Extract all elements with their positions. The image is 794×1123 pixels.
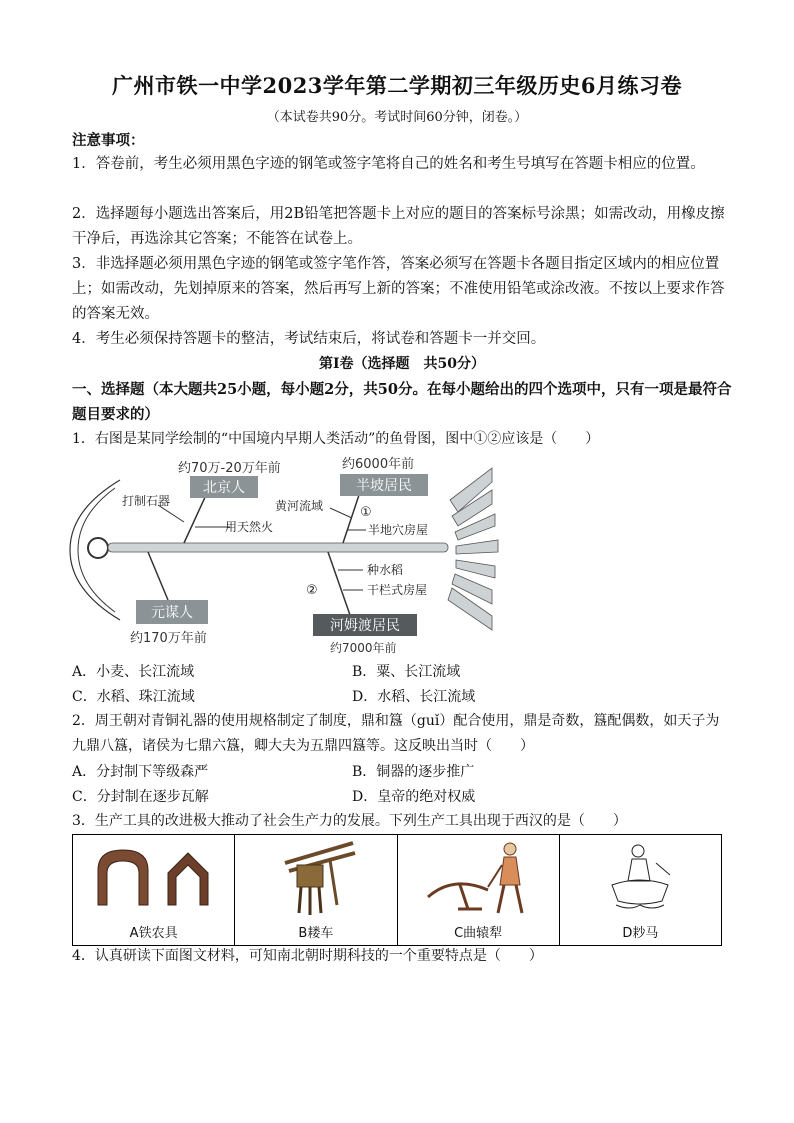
notice-item-2: 2．选择题每小题选出答案后，用2B铅笔把答题卡上对应的题目的答案标号涂黑；如需改动，用橡皮擦干净后，再选涂其它答案；不能答在试卷上。 [72,206,725,247]
hemudu-label: 河姆渡居民 [330,618,400,634]
q1-option-b: B．粟、长江流域 [352,664,461,680]
notice-item-3: 3．非选择题必须用黑色字迹的钢笔或签字笔作答，答案必须写在答题卡各题目指定区域内的相应位置上；如需改动，先划掉原来的答案，然后再写上新的答案；不准使用铅笔或涂改液。不按以上要求作答的答案无效。 [72,256,725,322]
q2-option-d: D．皇帝的绝对权威 [352,789,476,805]
exam-subtitle: （本试卷共90分。考试时间60分钟，闭卷。） [266,110,528,125]
rice-label: 种水稻 [367,563,404,577]
hemudu-time-label: 约7000年前 [330,641,397,655]
notice-item-1: 1．答卷前，考生必须用黑色字迹的钢笔或签字笔将自己的姓名和考生号填写在答题卡相应的位置。 [72,156,705,172]
beijing-label: 北京人 [203,480,245,496]
yuanmou-label: 元谋人 [151,605,193,621]
q2-option-a: A．分封制下等级森严 [72,764,209,780]
stone-tool-label: 打制石器 [122,494,171,508]
fish-tail [448,468,498,630]
tool-cell-a [73,835,235,946]
q1-option-d: D．水稻、长江流域 [352,689,476,705]
notice-heading: 注意事项： [72,132,145,149]
section-title: 第I卷（选择题 共50分） [318,356,486,372]
ganlan-label: 干栏式房屋 [367,583,428,597]
tool-cell-d [559,835,721,946]
tool-caption-b: B耧车 [298,926,334,941]
tool-caption-d: D耖马 [622,926,659,941]
question-4-stem: 4．认真研读下面图文材料，可知南北朝时期科技的一个重要特点是（ ） [72,948,543,964]
yellow-river-label: 黄河流域 [275,499,324,513]
section-instructions: 一、选择题（本大题共25小题，每小题2分，共50分。在每小题给出的四个选项中，只有一项是最符合题目要求的） [72,381,732,423]
tool-cell-b [235,835,397,946]
banpo-time-label: 约6000年前 [342,457,415,472]
tool-cell-c [397,835,559,946]
fire-label: 用天然火 [225,520,274,534]
banxue-label: 半地穴房屋 [368,523,429,537]
iron-tools-icon [73,835,233,920]
question-2-stem: 2．周王朝对青铜礼器的使用规格制定了制度，鼎和簋（guǐ）配合使用，鼎是奇数，簋配偶数，如天子为九鼎八簋，诸侯为七鼎六簋，卿大夫为五鼎四簋等。这反映出当时（ ） [72,713,720,754]
q2-option-b: B．铜器的逐步推广 [352,764,475,780]
marker-1: ① [360,505,372,520]
beijing-time-label: 约70万-20万年前 [178,461,281,476]
exam-title: 广州市铁一中学2023学年第二学期初三年级历史6月练习卷 [111,73,683,98]
fish-eye [88,538,108,558]
q1-option-a: A．小麦、长江流域 [72,664,195,680]
tool-caption-a: A铁农具 [129,926,178,941]
seedling-horse-icon [560,835,720,920]
notice-item-4: 4．考生必须保持答题卡的整洁，考试结束后，将试卷和答题卡一并交回。 [72,331,546,347]
question-1-stem: 1．右图是某同学绘制的“中国境内早期人类活动”的鱼骨图，图中①②应该是（ ） [72,431,600,447]
q2-option-c: C．分封制在逐步瓦解 [72,789,209,805]
tool-caption-c: C曲辕犁 [454,926,503,941]
yuanmou-time-label: 约170万年前 [130,631,207,646]
question-3-stem: 3．生产工具的改进极大推动了社会生产力的发展。下列生产工具出现于西汉的是（ ） [72,813,627,829]
banpo-label: 半坡居民 [356,478,412,494]
fish-spine [108,543,448,552]
q1-option-c: C．水稻、珠江流域 [72,689,195,705]
curved-plow-icon [398,835,558,920]
seed-drill-icon [235,835,395,920]
q3-tools-table [72,834,722,946]
fishbone-diagram [60,450,510,660]
marker-2: ② [306,583,318,598]
